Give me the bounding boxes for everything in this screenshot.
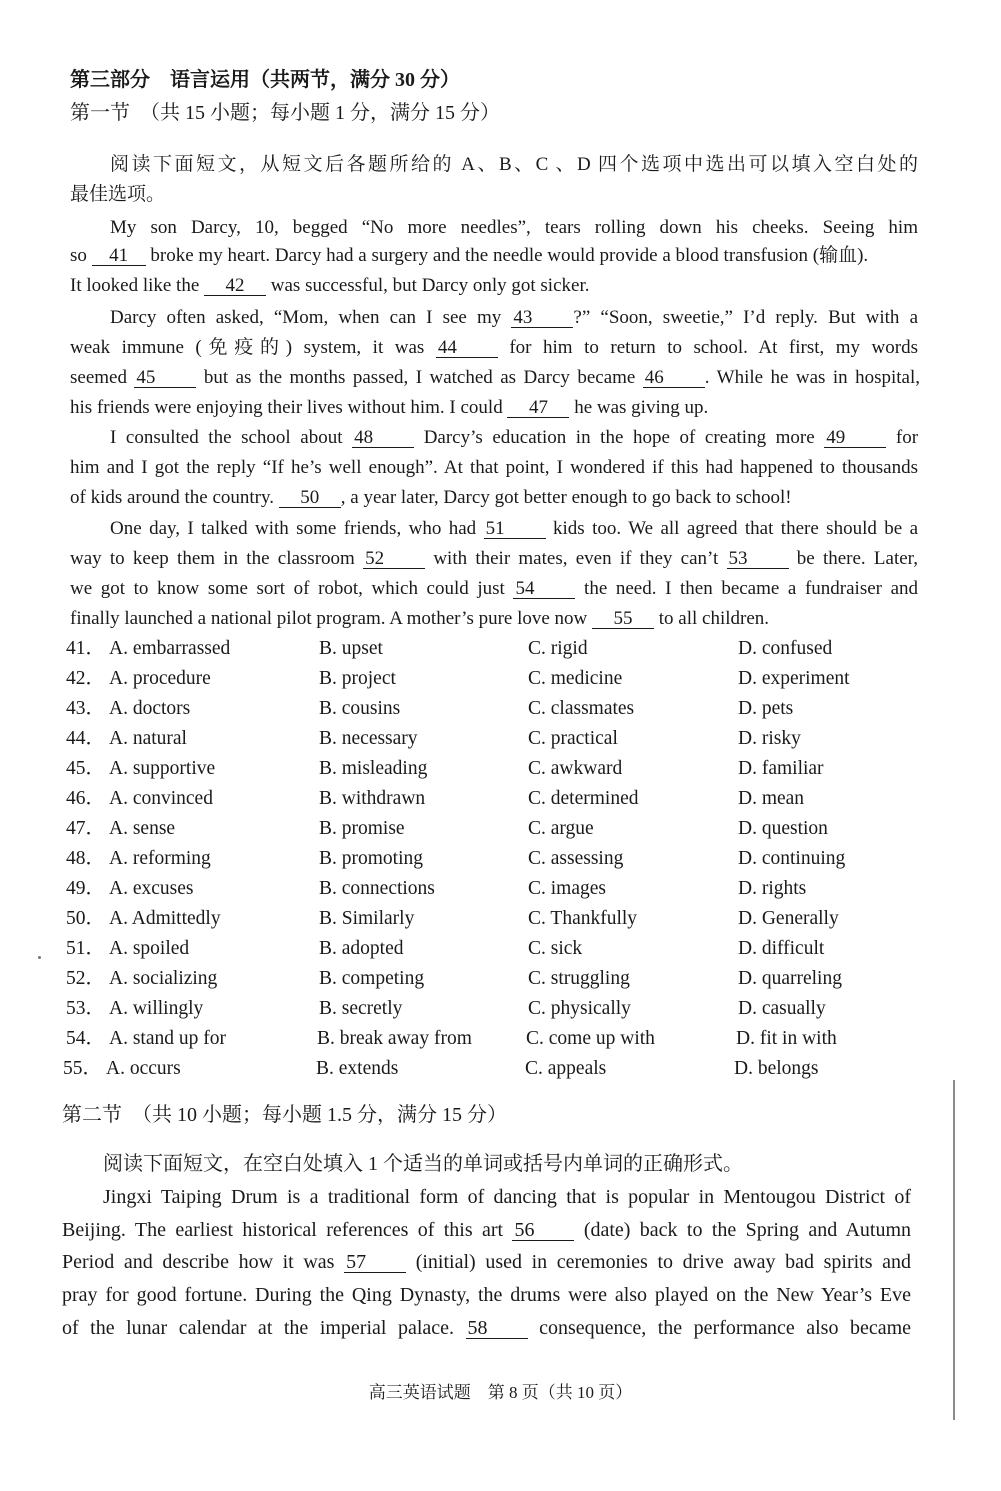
option-d[interactable]: D. confused <box>738 638 833 659</box>
blank-57: 57 <box>344 1252 406 1273</box>
option-row <box>0 879 1001 901</box>
scan-speck <box>38 956 41 959</box>
option-c[interactable]: C. awkward <box>528 758 623 779</box>
blank-43: 43 <box>511 308 573 328</box>
option-c[interactable]: C. determined <box>528 788 639 809</box>
question-number: 55． <box>63 1058 103 1079</box>
question-number: 44． <box>66 728 106 749</box>
blank-45: 45 <box>134 368 196 388</box>
page-footer: 高三英语试题 第 8 页（共 10 页） <box>368 1383 633 1402</box>
option-d[interactable]: D. casually <box>738 998 826 1019</box>
option-a[interactable]: A. stand up for <box>109 1028 226 1049</box>
part2-instruction: 阅读下面短文，在空白处填入 1 个适当的单词或括号内单词的正确形式。 <box>103 1153 743 1175</box>
instruction-line-2: 最佳选项。 <box>70 184 166 205</box>
option-d[interactable]: D. familiar <box>738 758 824 779</box>
option-a[interactable]: A. reforming <box>109 848 211 869</box>
passage2-line: pray for good fortune. During the Qing Dynasty, the drums were also played on the New Year’s Eve <box>62 1284 911 1306</box>
blank-50: 50 <box>279 488 341 508</box>
option-a[interactable]: A. spoiled <box>109 938 190 959</box>
option-d[interactable]: D. belongs <box>734 1058 819 1079</box>
option-row <box>0 849 1001 871</box>
option-row <box>0 969 1001 991</box>
passage2-line: of the lunar calendar at the imperial palace. 58 consequence, the performance also became <box>62 1317 912 1339</box>
option-b[interactable]: B. competing <box>319 968 425 989</box>
blank-56: 56 <box>512 1220 574 1241</box>
option-row <box>0 819 1001 841</box>
option-d[interactable]: D. experiment <box>738 668 850 689</box>
blank-47: 47 <box>507 398 569 418</box>
option-d[interactable]: D. mean <box>738 788 805 809</box>
option-b[interactable]: B. adopted <box>319 938 404 959</box>
option-row <box>0 939 1001 961</box>
part2-heading: 第二节 （共 10 小题；每小题 1.5 分，满分 15 分） <box>62 1104 507 1126</box>
question-number: 42． <box>66 668 106 689</box>
passage-line: finally launched a national pilot program. A mother’s pure love now 55 to all children. <box>70 608 770 629</box>
option-row <box>0 789 1001 811</box>
option-c[interactable]: C. assessing <box>528 848 624 869</box>
option-b[interactable]: B. upset <box>319 638 383 659</box>
passage-line: so 41 broke my heart. Darcy had a surgery and the needle would provide a blood transfusion (输血). <box>70 245 869 266</box>
instruction-line-1: 阅读下面短文，从短文后各题所给的 A、B、C 、D 四个选项中选出可以填入空白处的 <box>110 154 918 175</box>
scan-edge-line <box>953 1080 955 1420</box>
option-b[interactable]: B. project <box>319 668 396 689</box>
question-number: 43． <box>66 698 106 719</box>
option-row <box>0 999 1001 1021</box>
passage-line: weak immune (免疫的) system, it was 44 for him to return to school. At first, my words <box>70 337 918 358</box>
passage-line: It looked like the 42 was successful, but Darcy only got sicker. <box>70 275 590 296</box>
question-number: 51． <box>66 938 106 959</box>
option-d[interactable]: D. pets <box>738 698 794 719</box>
option-c[interactable]: C. classmates <box>528 698 635 719</box>
passage2-line: Period and describe how it was 57 (initial) used in ceremonies to drive away bad spirits and <box>62 1251 912 1273</box>
option-a[interactable]: A. socializing <box>109 968 218 989</box>
passage-line: his friends were enjoying their lives without him. I could 47 he was giving up. <box>70 397 709 418</box>
question-number: 50． <box>66 908 106 929</box>
passage-line: of kids around the country. 50 , a year later, Darcy got better enough to go back to school! <box>70 487 792 508</box>
option-c[interactable]: C. appeals <box>525 1058 607 1079</box>
passage-line: One day, I talked with some friends, who had 51 kids too. We all agreed that there should be a <box>110 518 919 539</box>
option-d[interactable]: D. question <box>738 818 828 839</box>
option-d[interactable]: D. difficult <box>738 938 825 959</box>
question-number: 46． <box>66 788 106 809</box>
option-row <box>0 909 1001 931</box>
option-b[interactable]: B. misleading <box>319 758 428 779</box>
passage-line: I consulted the school about 48 Darcy’s education in the hope of creating more 49 for <box>110 427 919 448</box>
question-number: 45． <box>66 758 106 779</box>
option-b[interactable]: B. necessary <box>319 728 418 749</box>
option-a[interactable]: A. sense <box>109 818 176 839</box>
option-b[interactable]: B. Similarly <box>319 908 415 929</box>
option-c[interactable]: C. rigid <box>528 638 588 659</box>
option-c[interactable]: C. practical <box>528 728 618 749</box>
passage-line: Darcy often asked, “Mom, when can I see my 43 ?” “Soon, sweetie,” I’d reply. But with a <box>110 307 918 328</box>
part1-heading: 第一节 （共 15 小题；每小题 1 分，满分 15 分） <box>70 102 500 124</box>
option-c[interactable]: C. argue <box>528 818 594 839</box>
option-a[interactable]: A. doctors <box>109 698 191 719</box>
option-a[interactable]: A. Admittedly <box>109 908 221 929</box>
blank-52: 52 <box>363 549 425 569</box>
option-c[interactable]: C. medicine <box>528 668 623 689</box>
blank-51: 51 <box>484 519 546 539</box>
passage-line: him and I got the reply “If he’s well enough”. At that point, I wondered if this had happened to thousands <box>70 457 918 478</box>
option-d[interactable]: D. quarreling <box>738 968 842 989</box>
blank-46: 46 <box>643 368 705 388</box>
blank-41: 41 <box>92 246 146 266</box>
question-number: 52． <box>66 968 106 989</box>
option-c[interactable]: C. sick <box>528 938 583 959</box>
option-b[interactable]: B. secretly <box>319 998 403 1019</box>
option-b[interactable]: B. promoting <box>319 848 424 869</box>
option-a[interactable]: A. natural <box>109 728 187 749</box>
question-number: 41． <box>66 638 106 659</box>
blank-58: 58 <box>466 1318 528 1339</box>
option-a[interactable]: A. occurs <box>106 1058 181 1079</box>
passage2-line: Jingxi Taiping Drum is a traditional form of dancing that is popular in Mentougou District of <box>103 1186 911 1208</box>
option-d[interactable]: D. fit in with <box>736 1028 837 1049</box>
question-number: 54． <box>66 1028 106 1049</box>
passage-line: way to keep them in the classroom 52 with their mates, even if they can’t 53 be there. Later, <box>70 548 918 569</box>
option-b[interactable]: B. extends <box>316 1058 399 1079</box>
blank-49: 49 <box>824 428 886 448</box>
option-b[interactable]: B. promise <box>319 818 405 839</box>
blank-48: 48 <box>352 428 414 448</box>
section-heading: 第三部分 语言运用（共两节，满分 30 分） <box>70 69 460 91</box>
passage-line: we got to know some sort of robot, which could just 54 the need. I then became a fundraiser and <box>70 578 919 599</box>
blank-53: 53 <box>727 549 789 569</box>
option-row <box>0 729 1001 751</box>
option-b[interactable]: B. connections <box>319 878 435 899</box>
option-c[interactable]: C. come up with <box>526 1028 655 1049</box>
option-d[interactable]: D. continuing <box>738 848 846 869</box>
blank-42: 42 <box>204 276 266 296</box>
option-d[interactable]: D. Generally <box>738 908 839 929</box>
option-c[interactable]: C. images <box>528 878 606 899</box>
option-a[interactable]: A. excuses <box>109 878 194 899</box>
option-b[interactable]: B. break away from <box>317 1028 472 1049</box>
question-number: 48． <box>66 848 106 869</box>
question-number: 49． <box>66 878 106 899</box>
option-b[interactable]: B. cousins <box>319 698 401 719</box>
option-c[interactable]: C. struggling <box>528 968 630 989</box>
option-d[interactable]: D. rights <box>738 878 807 899</box>
option-a[interactable]: A. convinced <box>109 788 213 809</box>
blank-54: 54 <box>513 579 575 599</box>
option-a[interactable]: A. supportive <box>109 758 216 779</box>
blank-55: 55 <box>592 609 654 629</box>
option-row <box>0 639 1001 661</box>
passage-line: My son Darcy, 10, begged “No more needles”, tears rolling down his cheeks. Seeing him <box>110 217 918 238</box>
option-c[interactable]: C. physically <box>528 998 631 1019</box>
option-row <box>0 1059 1001 1081</box>
option-b[interactable]: B. withdrawn <box>319 788 426 809</box>
passage2-line: Beijing. The earliest historical references of this art 56 (date) back to the Spring and Autumn <box>62 1219 912 1241</box>
option-row <box>0 1029 1001 1051</box>
option-a[interactable]: A. embarrassed <box>109 638 231 659</box>
question-number: 53． <box>66 998 106 1019</box>
question-number: 47． <box>66 818 106 839</box>
option-d[interactable]: D. risky <box>738 728 801 749</box>
option-row <box>0 759 1001 781</box>
option-a[interactable]: A. willingly <box>109 998 204 1019</box>
passage-line: seemed 45 but as the months passed, I watched as Darcy became 46 . While he was in hospital, <box>70 367 920 388</box>
option-row <box>0 669 1001 691</box>
option-c[interactable]: C. Thankfully <box>528 908 638 929</box>
blank-44: 44 <box>436 338 498 358</box>
option-row <box>0 699 1001 721</box>
option-a[interactable]: A. procedure <box>109 668 211 689</box>
